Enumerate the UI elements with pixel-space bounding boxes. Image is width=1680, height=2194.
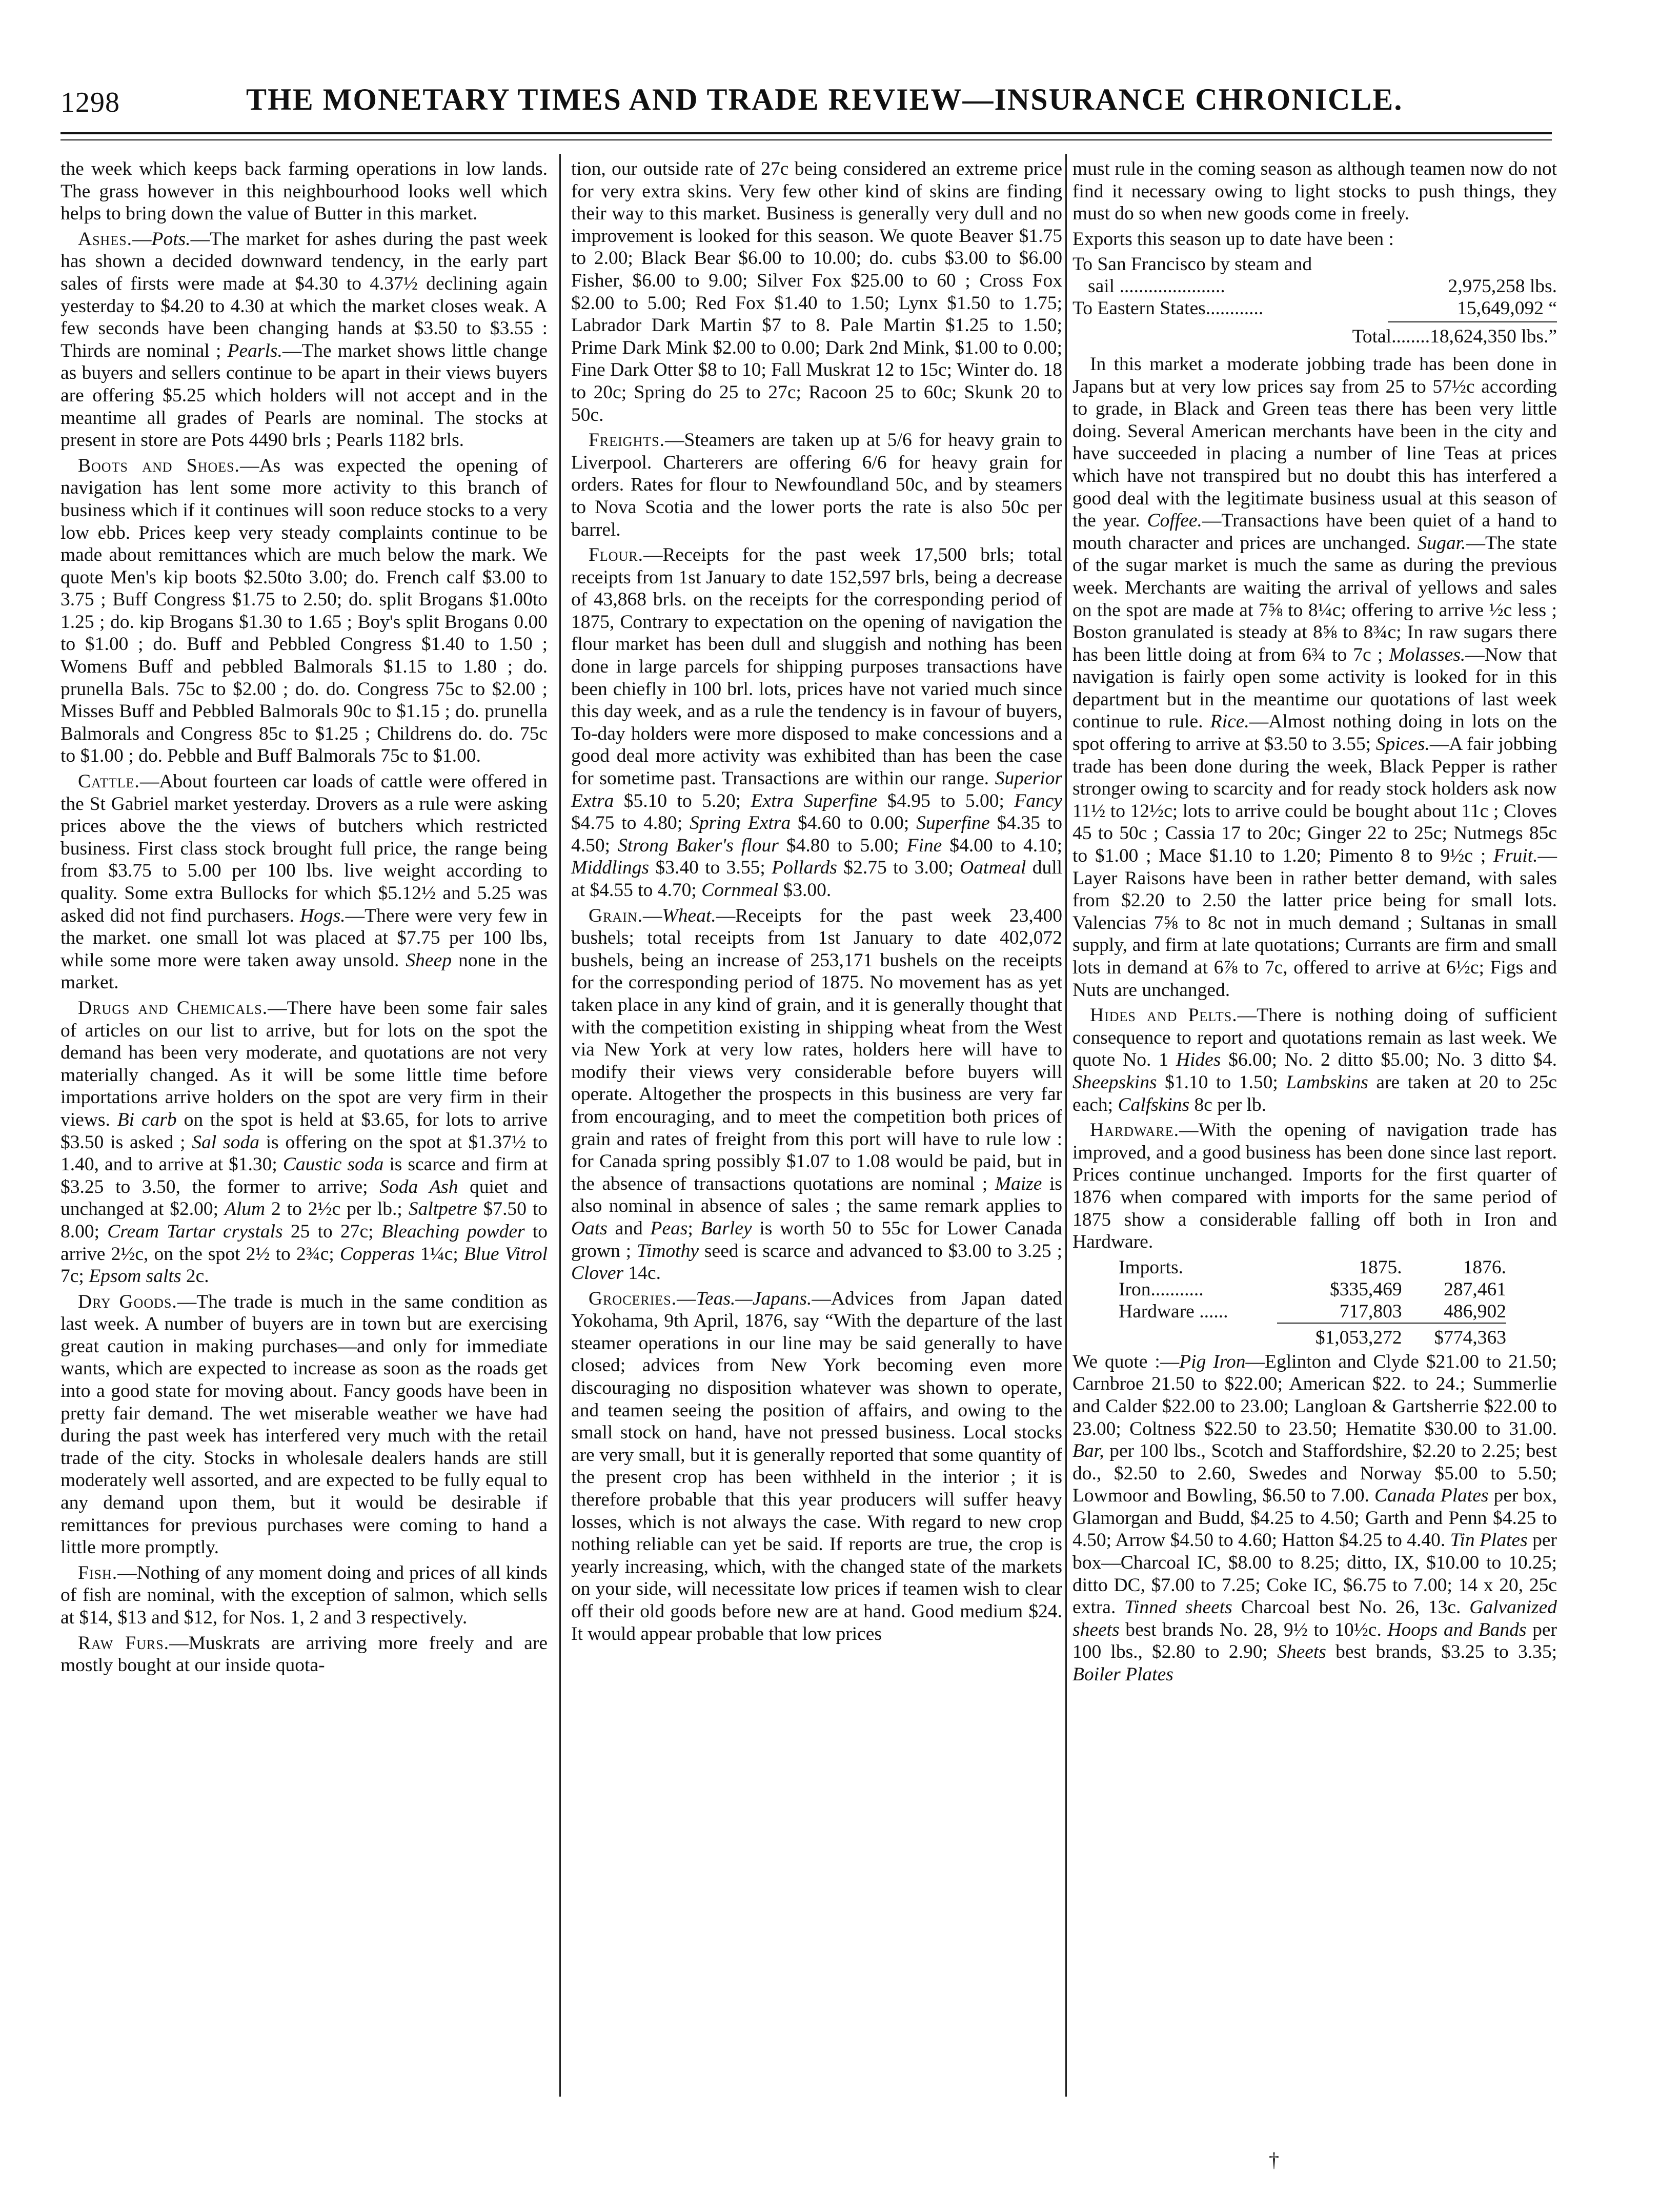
item-label: Caustic soda [282,1154,384,1175]
item-text: 2c. [186,1266,209,1287]
item-label: Oats [571,1217,608,1239]
section-head-grain: Grain. [589,905,643,926]
item-text: best brands, $3.25 to 3.35; [1335,1641,1557,1663]
item-label: Cornmeal [701,880,779,901]
item-label: Timothy [637,1240,699,1262]
section-head-furs: Raw Furs. [78,1632,170,1654]
item-label: Tinned sheets [1124,1597,1232,1618]
molasses-text: Now that navigation is fairly open some activity is looked for in this department but in the meantime our quotations of last week continue to rule. [1072,644,1557,733]
page-number: 1298 [60,87,120,118]
table-cell: Iron........... [1119,1278,1204,1300]
item-label: Spring Extra [690,812,791,834]
sub-head-teas: Teas.—Japans. [696,1288,812,1309]
drygoods-text: The trade is much in the same condition as last week. A number of buyers are in town but are exercising great caution in making purchases—and only for immediate wants, which are expected to increase as soon as the roads get into a good state for moving about. Fancy goods have been in pretty fair demand. The wet miserable weather we have had during the past week has interfered very much with the retail trade of the city. Stocks in wholesale dealers hands are still moderately well assorted, and are expected to be fully equal to any demand upon them, but it would be desirable if remittances for previous purchases were coming to hand a little more promptly. [60,1291,548,1558]
table-cell: sail ...................... [1088,276,1225,297]
table-row [1119,1278,1506,1301]
item-text: to arrive 2½c, on the spot 2½ to 2¾c; [60,1221,548,1265]
header-rule-thick [60,132,1552,134]
sheep-text: none in the market. [60,949,548,993]
grain-text: Receipts for the past week 23,400 bushels; total receipts from 1st January to date 402,072 bushels, being an increase of 253,171 bushels on the receipts for the corresponding period of 1875. No movement has as yet taken place in any kind of grain, and it is generally thought that with the competition existing in shipping wheat from the West via New York at very low rates, holders here will have to modify their views very considerable before buyers will operate. Altogether the prospects in this business are very far from encouraging, and to meet the competition both prices of grain and rates of freight from this port will have to rule low : for Canada spring possibly $1.07 to 1.08 would be paid, but in the absence of transactions quotations are nominal ; [571,905,1062,1194]
item-label: Fancy [1014,790,1063,811]
sub-head-pearls: Pearls. [227,340,282,361]
sub-head-pots: Pots. [151,228,191,250]
exports-total: Total........18,624,350 lbs.” [1352,326,1557,348]
furs-text: Muskrats are arriving more freely and are mostly bought at our inside quota- [60,1632,548,1676]
total-rule [1388,321,1557,322]
item-label: Cream Tartar crystals [107,1221,283,1242]
item-label: Peas [650,1217,688,1239]
item-label: Barley [700,1217,752,1239]
item-label: Extra Superfine [751,790,878,811]
coffee-text: Transactions have been quiet of a hand to mouth character and prices are unchanged. [1072,510,1557,554]
fruit-text: Layer Raisons have been in rather better demand, with sales from $2.20 to 2.50 the latter price being for small lots. Valencias 7⅝ to 8c not in much demand ; Sultanas in small supply, and firm at late quotations; Currants are firm and small lots in demand at 6⅞ to 7c, offered to arrive at 6½c; Figs and Nuts are unchanged. [1072,867,1557,1001]
item-text: $3.00. [783,880,832,901]
sub-head-sheep: Sheep [406,949,452,971]
table-header-cell: 1876. [1463,1256,1506,1278]
item-text: $7.50 to 8.00; [60,1198,548,1242]
sub-head-wheat: Wheat. [662,905,716,926]
item-text: 14c. [628,1263,661,1284]
table-row [1072,253,1557,275]
tea-market-text: In this market a moderate jobbing trade has been done in Japans but at very low prices say from 25 to 57½c according to grade, in Black and Green teas there has been very little doing. Several American merchants have been in the city and have succeeded in placing a number of line Teas at prices which have not transpired but no doubt this has interfered a good deal with the legitimate business usual at this season of the year. [1072,353,1557,532]
groceries-paragraph: Groceries.—Teas.—Japans.—Advices from Japan dated Yokohama, 9th April, 1876, say “With the departure of the last steamer operations in our line may be said generally to have closed; advices from New York becoming even more discouraging no disposition whatever was shown to operate, and teamen seeing the position of affairs, and owing to the small stock on hand, have not pressed business. Local stocks are very small, but it is generally reported that some quantity of the present crop has been withheld in the interior ; it is therefore probable that this year producers will suffer heavy losses, which is not always the case. With regard to new crop nothing reliable can yet be said. If reports are true, the crop is yearly increasing, which, with the changed state of the markets on your side, will necessitate low prices if teamen wish to clear off their old goods before new are at hand. Good medium $24. It would appear probable that low prices [571,1288,1062,1644]
item-text: per 100 lbs., $2.80 to 2.90; [1072,1619,1557,1663]
item-label: Calfskins [1118,1094,1190,1115]
flour-paragraph: Flour.—Receipts for the past week 17,500 brls; total receipts from 1st January to date 152,597 brls, being a decrease of 43,868 brls. on the receipts for the corresponding period of 1875, Contrary to expectation on the opening of navigation the flour market has been dull and sluggish and nothing has been done in large parcels for shipping purposes transactions have been chiefly in 100 brl. lots, prices have not varied much since this day week, and as a rule the tendency is in favour of buyers, To-day holders were more disposed to make concessions and a good deal more activity was exhibited than has been the case for sometime past. Transactions are within our range. Superior Extra $5.10 to 5.20; Extra Superfine $4.95 to 5.00; Fancy $4.75 to 4.80; Spring Extra $4.60 to 0.00; Superfine $4.35 to 4.50; Strong Baker's flour $4.80 to 5.00; Fine $4.00 to 4.10; Middlings $3.40 to 3.55; Pollards $2.75 to 3.00; Oatmeal dull at $4.55 to 4.70; Cornmeal $3.00. [571,544,1063,901]
item-text: 8c per lb. [1194,1094,1267,1115]
item-text: per box—Charcoal IC, $8.00 to 8.25; ditto, IX, $10.00 to 10.25; ditto DC, $7.00 to 7.25; Coke IC, $6.75 to 7.00; 14 x 20, 25c extra. [1072,1530,1557,1618]
table-header-cell: Imports. [1119,1256,1184,1278]
item-label: Lambskins [1286,1071,1368,1093]
item-label: Epsom salts [89,1266,181,1287]
teas-continued: must rule in the coming season as although teamen now do not find it necessary owing to light stocks to push things, they must do so when new goods come in freely. [1072,158,1557,225]
item-text: ; [687,1217,693,1239]
section-head-hardware: Hardware. [1090,1120,1180,1141]
table-cell: 287,461 [1444,1278,1506,1300]
table-cell: To Eastern States............ [1072,298,1264,319]
item-text: and [615,1217,643,1239]
item-text: seed is scarce and advanced to $3.00 to 3.25 ; [704,1240,1063,1262]
section-head-drugs: Drugs and Chemicals. [78,997,268,1019]
boots-paragraph: Boots and Shoes.—As was expected the opening of navigation has lent some more activity to this branch of business which if it continues will soon reduce stocks to a very low ebb. Prices keep very steady complaints continue to be made about remittances which are much below the mark. We quote Men's kip boots $2.50to 3.00; do. French calf $3.00 to 3.75 ; Buff Congress $1.75 to 2.50; do. split Brogans $1.00to 1.25 ; do. kip Brogans $1.30 to 1.65 ; Boy's split Brogans 0.00 to $1.00 ; do. Buff and Pebbled Congress $1.40 to 1.50 ; Womens Buff and pebbled Balmorals $1.15 to 1.80 ; do. prunella Bals. 75c to $2.00 ; do. do. Congress 75c to $2.00 ; Misses Buff and Pebbled Balmorals 90c to $1.15 ; do. prunella Balmorals and Congress 85c to $1.25 ; Childrens do. do. 75c to $1.00 ; do. Pebble and Buff Balmorals 75c to $1.00. [60,455,548,767]
drugs-paragraph: Drugs and Chemicals.—There have been some fair sales of articles on our list to arrive, but for lots on the spot the demand has been very moderate, and quotations are not very materially changed. As it will be some little time before importations arrive holders on the spot are very firm in their views. Bi carb on the spot is held at $3.65, for lots to arrive $3.50 is asked ; Sal soda is offering on the spot at $1.37½ to 1.40, and to arrive at $1.30; Caustic soda is scarce and firm at $3.25 to 3.50, the former to arrive; Soda Ash quiet and unchanged at $2.00; Alum 2 to 2½c per lb.; Saltpetre $7.50 to 8.00; Cream Tartar crystals 25 to 27c; Bleaching powder to arrive 2½c, on the spot 2½ to 2¾c; Copperas 1¼c; Blue Vitrol 7c; Epsom salts 2c. [60,997,548,1287]
sub-head-coffee: Coffee. [1147,510,1202,532]
item-text: $4.00 to 4.10; [949,835,1062,856]
item-text: is worth 50 to 55c for Lower Canada grown ; [571,1217,1063,1262]
item-text: $4.80 to 5.00; [786,835,899,856]
item-text: 25 to 27c; [290,1221,374,1242]
item-text: per box, Glamorgan and Budd, $4.25 to 4.50; Garth and Penn $4.25 to 4.50; Arrow $4.50 to 4.60; Hatton $4.25 to 4.40. [1072,1485,1557,1551]
hogs-text: There were very few in the market. one small lot was placed at $7.75 per 100 lbs, while some more were taken away unsold. [60,905,548,971]
item-label: Middlings [571,857,650,879]
grain-paragraph: Grain.—Wheat.—Receipts for the past week 23,400 bushels; total receipts from 1st January to date 402,072 bushels, being an increase of 253,171 bushels on the receipts for the corresponding period of 1875. No movement has as yet taken place in any kind of grain, and it is generally thought that with the competition existing in shipping wheat from the West via New York at very low rates, holders here will have to modify their views very considerable before buyers will operate. Altogether the prospects in this business are very far from encouraging, and to meet the competition both prices of grain and rates of freight from this port will have to rule low : for Canada spring possibly $1.07 to 1.08 would be paid, but in the absence of transactions quotations are nominal ; Maize is also nominal in absence of sales ; the same remark applies to Oats and Peas; Barley is worth 50 to 55c for Lower Canada grown ; Timothy seed is scarce and advanced to $3.00 to 3.25 ; Clover 14c. [571,905,1063,1284]
header-rule-thin [60,139,1552,140]
item-text: dull at $4.55 to 4.70; [571,857,1063,901]
item-text: $6.00; No. 2 ditto $5.00; No. 3 ditto $4. [1228,1049,1557,1071]
table-cell: 15,649,092 “ [1457,298,1557,319]
section-head-drygoods: Dry Goods. [78,1291,177,1312]
table-cell: To San Francisco by steam and [1072,254,1312,275]
rice-text: Almost nothing doing in lots on the spot offering to arrive at $3.50 to 3.55; [1072,711,1557,755]
item-text: is offering on the spot at $1.37½ to 1.40, and to arrive at $1.30; [60,1131,548,1175]
section-head-freights: Freights. [589,430,665,451]
item-label: Oatmeal [960,857,1026,879]
table-cell: $335,469 [1330,1278,1402,1300]
item-text: $4.95 to 5.00; [887,790,1004,811]
cattle-text: About fourteen car loads of cattle were offered in the St Gabriel market yesterday. Drovers as a rule were asking prices above the the views of butchers which restricted business. First class stock brought full price, the range being from $3.75 to 5.00 per 100 lbs. live weight according to quality. Some extra Bullocks for which $5.12½ and 5.25 was asked did not find purchasers. [60,771,548,926]
exports-table [1072,253,1557,319]
footer-mark: † [1269,2148,1279,2171]
table-cell: Hardware ...... [1119,1301,1228,1322]
sub-head-fruit: Fruit. [1493,845,1538,867]
item-label: Hides [1176,1049,1221,1071]
column-3 [1072,158,1557,1689]
intro-paragraph: the week which keeps back farming operations in low lands. The grass however in this neighbourhood looks well which helps to bring down the value of Butter in this market. [60,158,548,225]
section-head-cattle: Cattle. [78,771,140,793]
item-label: Hoops and Bands [1387,1619,1527,1640]
item-text: $3.40 to 3.55; [655,857,765,879]
page-title: THE MONETARY TIMES AND TRADE REVIEW—INSURANCE CHRONICLE. [246,83,1403,116]
item-label: Maize [995,1173,1042,1194]
section-head-groceries: Groceries. [589,1288,677,1309]
column-divider-1 [559,154,561,2097]
item-label: Bi carb [117,1109,177,1130]
table-cell: 2,975,258 lbs. [1448,276,1557,297]
hides-text: There is nothing doing of sufficient consequence to report and quotations remain as last week. We quote No. 1 [1072,1005,1557,1071]
column-divider-2 [1065,154,1067,2097]
item-text: $4.75 to 4.80; [571,812,683,834]
tea-market-paragraph: In this market a moderate jobbing trade has been done in Japans but at very low prices say from 25 to 57½c according to grade, in Black and Green teas there has been very little doing. Several American merchants have been in the city and have succeeded in placing a number of line Teas at prices which have not transpired but no doubt this has interfered a good deal with the legitimate business usual at this season of the year. Coffee.—Transactions have been quiet of a hand to mouth character and prices are unchanged. Sugar.—The state of the sugar market is much the same as during the previous week. Merchants are waiting the arrival of yellows and sales on the spot are made at 7⅝ to 8¼c; offering to arrive ½c less ; Boston granulated is steady at 8⅝ to 8¾c; In raw sugars there has been little doing at from 6¾ to 7c ; Molasses.—Now that navigation is fairly open some activity is looked for in this department but in the meantime our quotations of last week continue to rule. Rice.—Almost nothing doing in lots on the spot offering to arrive at $3.50 to 3.55; Spices.—A fair jobbing trade has been done during the week, Black Pepper is rather stronger owing to scarcity and for ready stock holders ask now 11½ to 12½c; lots to arrive could be bought about 11c ; Cloves 45 to 50c ; Cassia 17 to 20c; Ginger 22 to 25c; Nutmegs 85c to $1.00 ; Mace $1.10 to 1.20; Pimento 8 to 9½c ; Fruit.—Layer Raisons have been in rather better demand, with sales from $2.20 to 2.50 the latter price being for small lots. Valencias 7⅝ to 8c not in much demand ; Sultanas in small supply, and firm at late quotations; Currants are firm and small lots in demand at 6⅞ to 7c, offered to arrive at 6½c; Figs and Nuts are unchanged. [1072,353,1557,1001]
item-text: are taken at 20 to 25c each; [1072,1071,1557,1115]
section-head-boots: Boots and Shoes. [78,455,240,476]
imports-table [1119,1256,1506,1349]
item-label: Sheepskins [1072,1071,1157,1093]
item-text: 7c; [60,1266,84,1287]
section-head-flour: Flour. [589,544,644,566]
boots-text: As was expected the opening of navigation has lent some more activity to this branch of business which if it continues will soon reduce stocks to a very low ebb. Prices keep very steady complaints continue to be made about remittances which are much below the mark. We quote Men's kip boots $2.50to 3.00; do. French calf $3.00 to 3.75 ; Buff Congress $1.75 to 2.50; do. split Brogans $1.00to 1.25 ; do. kip Brogans $1.30 to 1.65 ; Boy's split Brogans 0.00 to $1.00 ; do. Buff and Pebbled Congress $1.40 to 1.50 ; Womens Buff and pebbled Balmorals $1.15 to 1.80 ; do. prunella Bals. 75c to $2.00 ; do. do. Congress 75c to $2.00 ; Misses Buff and Pebbled Balmorals 90c to $1.15 ; do. prunella Balmorals and Congress 85c to $1.25 ; Childrens do. do. 75c to $1.00 ; do. Pebble and Buff Balmorals 75c to $1.00. [60,455,548,767]
table-cell: $774,363 [1402,1323,1506,1349]
item-text: $5.10 to 5.20; [623,790,741,811]
item-text: —Eglinton and Clyde $21.00 to 21.50; Carnbroe 21.50 to $22.00; American $22. to 24.; Summerlie and Calder $22.00 to 23.00; Langloan & Gartsherrie $22.00 to 23.00; Coltness $22.50 to 23.50; Hematite $30.00 to 31.00. [1072,1351,1557,1439]
item-label: Pig Iron [1179,1351,1246,1372]
table-header-cell: 1875. [1359,1256,1402,1278]
sugar-text: The state of the sugar market is much the same as during the previous week. Merchants are waiting the arrival of yellows and sales on the spot are made at 7⅝ to 8¼c; offering to arrive ½c less ; Boston granulated is steady at 8⅝ to 8¾c; In raw sugars there has been little doing at from 6¾ to 7c ; [1072,532,1557,665]
table-cell [1405,253,1557,275]
item-label: Bleaching powder [381,1221,525,1242]
section-head-ashes: Ashes. [78,228,133,250]
fish-paragraph: Fish.—Nothing of any moment doing and prices of all kinds of fish are nominal, with the exception of salmon, which sells at $14, $13 and $12, for Nos. 1, 2 and 3 respectively. [60,1562,548,1628]
item-label: Tin Plates [1450,1530,1528,1551]
item-text: quiet and unchanged at $2.00; [60,1176,548,1220]
sub-head-rice: Rice. [1210,711,1249,733]
freights-paragraph: Freights.—Steamers are taken up at 5/6 for heavy grain to Liverpool. Charterers are offering 6/6 for heavy grain for orders. Rates for flour to Newfoundland 50c, and by steamers to Nova Scotia and the lower ports the rate is also 50c per barrel. [571,430,1062,540]
item-label: Sheets [1277,1641,1326,1663]
section-head-fish: Fish. [78,1562,118,1583]
table-cell: 486,902 [1444,1301,1506,1322]
sub-head-sugar: Sugar. [1417,532,1466,554]
sub-head-molasses: Molasses. [1389,644,1466,665]
item-label: Strong Baker's flour [618,835,779,856]
fish-text: Nothing of any moment doing and prices of all kinds of fish are nominal, with the exception of salmon, which sells at $14, $13 and $12, for Nos. 1, 2 and 3 respectively. [60,1562,548,1628]
ashes-paragraph: Ashes.—Pots.—The market for ashes during the past week has shown a decided downward tendency, in the early part sales of firsts were made at $4.30 to 4.37½ declining again yesterday to $4.20 to 4.30 at which the market closes weak. A few seconds have been changing hands at $3.50 to $3.55 : Thirds are nominal ; Pearls.—The market shows little change as buyers and sellers continue to be apart in their views buyers are offering $5.25 which holders will not accept and in the meantime all grades of Pearls are nominal. The stocks at present in store are Pots 4490 brls ; Pearls 1182 brls. [60,228,548,451]
item-label: Pollards [772,857,838,879]
table-cell: $1,053,272 [1277,1323,1402,1349]
item-label: Boiler Plates [1072,1664,1173,1685]
column-2 [571,158,1062,1648]
sub-head-hogs: Hogs. [300,905,346,926]
hardware-quotes-paragraph [1072,1351,1557,1686]
drugs-text: There have been some fair sales of articles on our list to arrive, but for lots on the spot the demand has been very moderate, and quotations are not very materially changed. As it will be some little time before importations arrive holders on the spot are very firm in their views. [60,997,548,1130]
table-cell: 717,803 [1339,1301,1402,1322]
freights-text: Steamers are taken up at 5/6 for heavy grain to Liverpool. Charterers are offering 6/6 for heavy grain for orders. Rates for flour to Newfoundland 50c, and by steamers to Nova Scotia and the lower ports the rate is also 50c per barrel. [571,430,1062,540]
spices-text: A fair jobbing trade has been done during the week, Black Pepper is rather stronger owing to scarcity and for ready stock holders ask now 11½ to 12½c; lots to arrive could be bought about 11c ; Cloves 45 to 50c ; Cassia 17 to 20c; Ginger 22 to 25c; Nutmegs 85c to $1.00 ; Mace $1.10 to 1.20; Pimento 8 to 9½c ; [1072,734,1557,867]
drygoods-paragraph: Dry Goods.—The trade is much in the same condition as last week. A number of buyers are in town but are exercising great caution in making purchases—and only for immediate wants, which are expected to increase as soon as the roads get into a good state for moving about. Fancy goods have been in pretty fair demand. The wet miserable weather we have had during the past week has interfered very much with the retail trade of the city. Stocks in wholesale dealers hands are still moderately well assorted, and are expected to be fully equal to any demand upon them, but it would be desirable if remittances for previous purchases were coming to hand a little more promptly. [60,1291,548,1558]
flour-text: Receipts for the past week 17,500 brls; total receipts from 1st January to date 152,597 brls, being a decrease of 43,868 brls. on the receipts for the corresponding period of 1875, Contrary to expectation on the opening of navigation the flour market has been dull and sluggish and nothing has been done in large parcels for shipping purposes transactions have been chiefly in 100 brl. lots, prices have not varied much since this day week, and as a rule the tendency is in favour of buyers, To-day holders were more disposed to make concessions and a good deal more activity was exhibited than has been the case for sometime past. Transactions are within our range. [571,544,1062,789]
table-total-row [1119,1323,1506,1349]
item-label: Blue Vitrol [463,1243,548,1265]
ashes-text: The market for ashes during the past week has shown a decided downward tendency, in the early part sales of firsts were made at $4.30 to 4.37½ declining again yesterday to $4.20 to 4.30 at which the market closes weak. A few seconds have been changing hands at $3.50 to $3.55 : Thirds are nominal ; [60,228,548,361]
sub-head-spices: Spices. [1375,734,1430,755]
item-label: Sal soda [192,1131,259,1153]
section-head-hides: Hides and Pelts. [1090,1005,1238,1026]
item-text: is scarce and firm at $3.25 to 3.50, the former to arrive; [60,1154,548,1197]
item-label: Galvanized sheets [1072,1597,1557,1640]
item-text: 2 to 2½c per lb.; [271,1198,402,1220]
item-label: Fine [906,835,942,856]
item-text: $4.60 to 0.00; [798,812,909,834]
item-text: $1.10 to 1.50; [1165,1071,1278,1093]
item-label: Saltpetre [408,1198,477,1220]
item-text: $2.75 to 3.00; [843,857,954,879]
item-text: 1¼c; [420,1243,458,1265]
item-label: Clover [571,1263,624,1284]
hardware-paragraph: Hardware.—With the opening of navigation trade has improved, and a good business has been done since last report. Prices continue unchanged. Imports for the first quarter of 1876 when compared with imports for the same period of 1875 show a considerable falling off both in Iron and Hardware. [1072,1120,1557,1253]
item-label: Superfine [916,812,990,834]
table-row [1119,1301,1506,1323]
item-text: $4.35 to 4.50; [571,812,1063,856]
groceries-text: Advices from Japan dated Yokohama, 9th April, 1876, say “With the departure of the last steamer operations in our line may be said generally to have closed; advices from New York becoming even more discouraging no disposition whatever was shown to operate, and teamen seeing the position of affairs, and owing to the small stock on hand, have not pressed business. Local stocks are very small, but it is generally reported that some quantity of the present crop has been withheld in the interior ; it is therefore probable that this year producers will suffer heavy losses, which is not always the case. With regard to new crop nothing reliable can yet be said. If reports are true, the crop is yearly increasing, which, with the changed state of the markets on your side, will necessitate low prices if teamen wish to clear off their old goods before new are at hand. Good medium $24. It would appear probable that low prices [571,1288,1062,1644]
item-text: per 100 lbs., Scotch and Staffordshire, $2.20 to 2.25; best do., $2.50 to 2.60, Swedes and Norway $5.00 to 5.50; Lowmoor and Bowling, $6.50 to 7.00. [1072,1440,1557,1507]
item-label: Soda Ash [379,1176,458,1197]
furs-paragraph: Raw Furs.—Muskrats are arriving more freely and are mostly bought at our inside quota- [60,1632,548,1676]
table-row [1072,297,1557,319]
hardware-text: With the opening of navigation trade has improved, and a good business has been done since last report. Prices continue unchanged. Imports for the first quarter of 1876 when compared with imports for the same period of 1875 show a considerable falling off both in Iron and Hardware. [1072,1120,1557,1253]
item-label: Bar, [1072,1440,1104,1462]
exports-intro: Exports this season up to date have been : [1072,228,1394,250]
item-text: Charcoal best No. 26, 13c. [1241,1597,1461,1618]
item-text: best brands No. 28, 9½ to 10½c. [1125,1619,1382,1640]
table-header-row [1119,1256,1506,1278]
item-text: is also nominal in absence of sales ; the same remark applies to [571,1173,1063,1217]
item-label: Alum [224,1198,266,1220]
column-1 [60,158,548,1680]
item-label: Canada Plates [1374,1485,1489,1507]
item-label: Superior Extra [571,768,1062,811]
table-row [1072,275,1557,297]
table-cell [1119,1323,1277,1349]
cattle-paragraph: Cattle.—About fourteen car loads of cattle were offered in the St Gabriel market yesterday. Drovers as a rule were asking prices above the the views of butchers which restricted business. First class stock brought full price, the range being from $3.75 to 5.00 per 100 lbs. live weight according to quality. Some extra Bullocks for which $5.12½ and 5.25 was asked did not find purchasers. Hogs.—There were very few in the market. one small lot was placed at $7.75 per 100 lbs, while some more were taken away unsold. Sheep none in the market. [60,771,548,993]
pearls-text: The market shows little change as buyers and sellers continue to be apart in their views buyers are offering $5.25 which holders will not accept and in the meantime all grades of Pearls are nominal. The stocks at present in store are Pots 4490 brls ; Pearls 1182 brls. [60,340,548,451]
hides-paragraph: Hides and Pelts.—There is nothing doing of sufficient consequence to report and quotations remain as last week. We quote No. 1 Hides $6.00; No. 2 ditto $5.00; No. 3 ditto $4. Sheepskins $1.10 to 1.50; Lambskins are taken at 20 to 25c each; Calfskins 8c per lb. [1072,1005,1557,1115]
furs-continued: tion, our outside rate of 27c being considered an extreme price for very extra skins. Very few other kind of skins are finding their way to this market. Business is generally very dull and no improvement is looked for this season. We quote Beaver $1.75 to 2.00; Black Bear $6.00 to 10.00; do. cubs $3.00 to $6.00 Fisher, $6.00 to 9.00; Silver Fox $25.00 to 60 ; Cross Fox $2.00 to 5.00; Red Fox $1.40 to 1.50; Lynx $1.50 to 1.75; Labrador Dark Martin $7 to 8. Pale Martin $1.25 to 1.50; Prime Dark Mink $2.00 to 0.00; Dark 2nd Mink, $1.00 to 0.00; Fine Dark Otter $8 to 10; Fall Muskrat 12 to 15c; Winter do. 18 to 20c; Spring do 25 to 27c; Racoon 25 to 60c; Skunk 20 to 50c. [571,158,1062,425]
quote-intro: We quote :— [1072,1351,1180,1372]
item-text: on the spot is held at $3.65, for lots to arrive $3.50 is asked ; [60,1109,548,1153]
item-label: Copperas [339,1243,415,1265]
